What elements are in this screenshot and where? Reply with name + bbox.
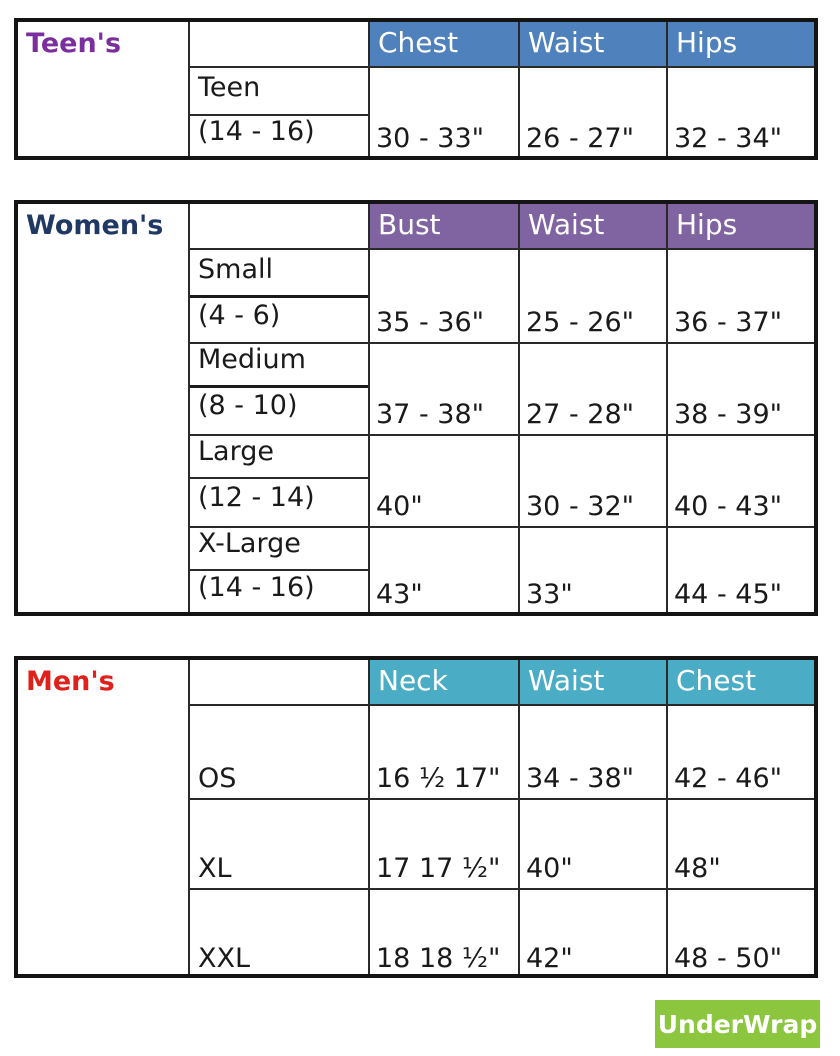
- womens-medium-range: (8 - 10): [198, 390, 298, 421]
- teens-header-chest: Chest: [370, 22, 518, 68]
- womens-medium-bust: 37 - 38": [376, 399, 485, 430]
- mens-xxl-neck: 18 18 ½": [376, 943, 501, 974]
- womens-blank-header: [188, 204, 368, 250]
- womens-xlarge-size: X-Large: [198, 528, 301, 559]
- womens-small-bust: 35 - 36": [376, 307, 485, 338]
- mens-blank-header: [188, 660, 368, 706]
- womens-size-table: [14, 200, 818, 616]
- womens-large-size: Large: [198, 436, 274, 467]
- womens-small-range: (4 - 6): [198, 300, 281, 331]
- mens-header-waist: Waist: [520, 660, 666, 706]
- underwrap-logo: UnderWrap: [655, 1000, 820, 1048]
- womens-xlarge-divider: [190, 569, 368, 571]
- teens-chest-value: 30 - 33": [376, 123, 485, 154]
- womens-medium-divider: [190, 385, 368, 388]
- womens-medium-hips: 38 - 39": [674, 399, 783, 430]
- mens-size-table: [14, 656, 818, 978]
- womens-small-size: Small: [198, 254, 273, 285]
- mens-xxl-size: XXL: [198, 943, 251, 974]
- womens-header-hips: Hips: [668, 204, 814, 250]
- womens-small-waist: 25 - 26": [526, 307, 635, 338]
- mens-header-neck: Neck: [370, 660, 518, 706]
- mens-os-neck: 16 ½ 17": [376, 763, 501, 794]
- womens-table-title: Women's: [26, 210, 164, 241]
- womens-large-hips: 40 - 43": [674, 491, 783, 522]
- mens-xl-chest: 48": [674, 853, 721, 884]
- teens-blank-header: [188, 22, 368, 68]
- womens-xlarge-bust: 43": [376, 579, 423, 610]
- mens-os-chest: 42 - 46": [674, 763, 783, 794]
- mens-table-title: Men's: [26, 666, 115, 697]
- womens-xlarge-waist: 33": [526, 579, 573, 610]
- womens-xlarge-range: (14 - 16): [198, 572, 315, 603]
- womens-large-waist: 30 - 32": [526, 491, 635, 522]
- mens-xxl-waist: 42": [526, 943, 573, 974]
- mens-xl-waist: 40": [526, 853, 573, 884]
- womens-header-bust: Bust: [370, 204, 518, 250]
- mens-os-waist: 34 - 38": [526, 763, 635, 794]
- mens-xxl-chest: 48 - 50": [674, 943, 783, 974]
- teens-size-table: [14, 18, 818, 160]
- mens-xl-neck: 17 17 ½": [376, 853, 501, 884]
- womens-large-bust: 40": [376, 491, 423, 522]
- womens-large-range: (12 - 14): [198, 482, 315, 513]
- mens-header-chest: Chest: [668, 660, 814, 706]
- teens-header-hips: Hips: [668, 22, 814, 68]
- teens-waist-value: 26 - 27": [526, 123, 635, 154]
- mens-os-size: OS: [198, 763, 237, 794]
- womens-large-divider: [190, 477, 368, 479]
- mens-xl-size: XL: [198, 853, 232, 884]
- womens-header-waist: Waist: [520, 204, 666, 250]
- womens-medium-size: Medium: [198, 344, 306, 375]
- teens-table-title: Teen's: [26, 28, 122, 59]
- womens-xlarge-hips: 44 - 45": [674, 579, 783, 610]
- womens-small-divider: [190, 295, 368, 298]
- teens-header-waist: Waist: [520, 22, 666, 68]
- teens-hips-value: 32 - 34": [674, 123, 783, 154]
- teens-row-size: Teen: [198, 72, 261, 103]
- womens-small-hips: 36 - 37": [674, 307, 783, 338]
- womens-medium-waist: 27 - 28": [526, 399, 635, 430]
- teens-row-range: (14 - 16): [198, 116, 315, 147]
